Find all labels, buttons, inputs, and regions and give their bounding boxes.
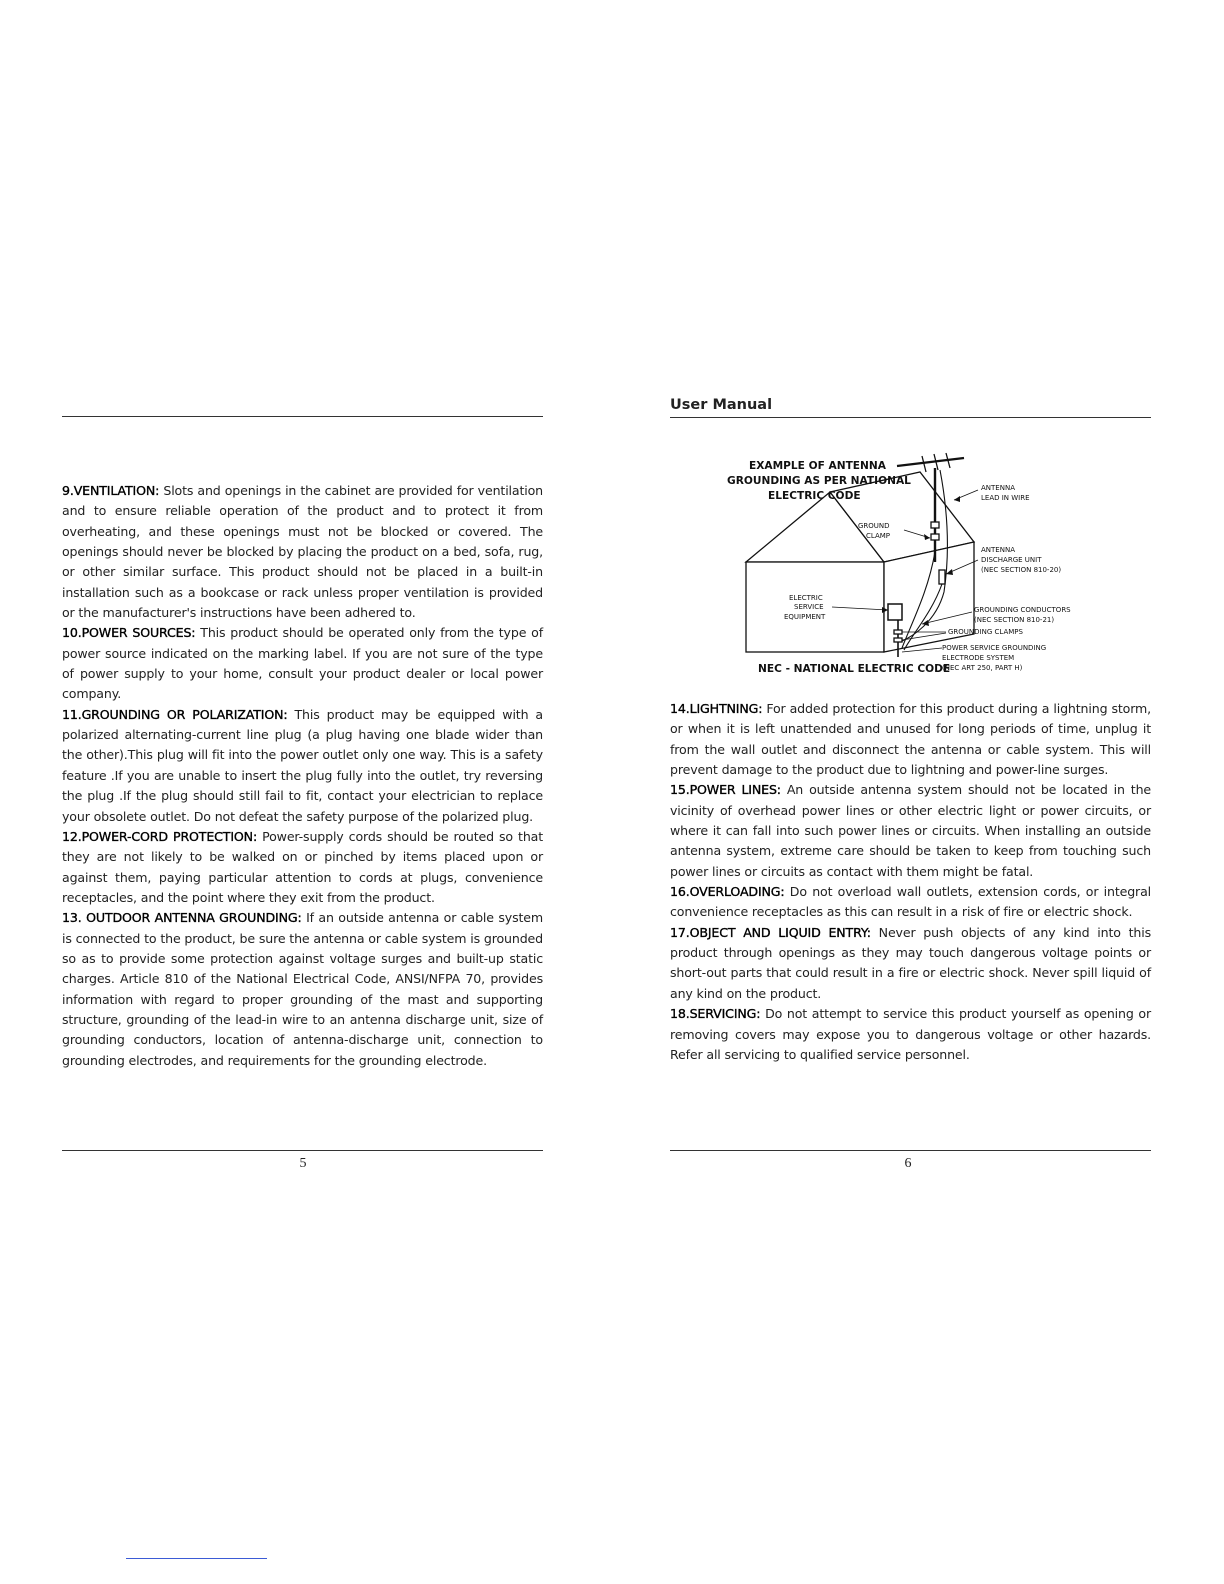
figure-footer-nec: NEC - NATIONAL ELECTRIC CODE xyxy=(758,663,951,675)
antenna-boom xyxy=(897,458,964,466)
right-header-rule xyxy=(670,417,1151,418)
right-footer-rule xyxy=(670,1150,1151,1151)
label-electrode-3: (NEC ART 250, PART H) xyxy=(942,664,1023,672)
label-conductors-1: GROUNDING CONDUCTORS xyxy=(974,606,1071,614)
left-header-rule xyxy=(62,416,543,417)
label-electrode-2: ELECTRODE SYSTEM xyxy=(942,654,1015,662)
label-conductors-2: (NEC SECTION 810-21) xyxy=(974,616,1055,624)
label-grounding-clamps: GROUNDING CLAMPS xyxy=(948,628,1023,636)
label-ground-clamp-1: GROUND xyxy=(858,522,890,530)
arrow-lead-in xyxy=(954,496,960,502)
manual-header-title: User Manual xyxy=(670,397,773,413)
ground-clamp-mark-2 xyxy=(931,534,939,540)
figure-title-line-1: EXAMPLE OF ANTENNA xyxy=(749,460,886,472)
label-electrode-1: POWER SERVICE GROUNDING xyxy=(942,644,1047,652)
discharge-unit-mark xyxy=(939,570,945,584)
page-number-left: 5 xyxy=(299,1156,307,1171)
bottom-link-underline xyxy=(126,1558,267,1559)
label-discharge-1: ANTENNA xyxy=(981,546,1015,554)
label-discharge-3: (NEC SECTION 810-20) xyxy=(981,566,1062,574)
right-column-text xyxy=(670,699,1151,1065)
label-discharge-2: DISCHARGE UNIT xyxy=(981,556,1042,564)
section-outdoor-antenna-grounding: 13. OUTDOOR ANTENNA GROUNDING: If an outside antenna or cable system is connected to the product, be sure the antenna or cable system is grounded so as to provide some protection against voltage surges and built-up static charges. Article 810 of the National Electrical Code, ANSI/NFPA 70, provides information with regard to proper grounding of the mast and supporting structure, grounding of the lead-in wire to an antenna discharge unit, size of grounding conductors, location of antenna-discharge unit, connection to grounding electrodes, and requirements for the grounding electrode. xyxy=(62,910,544,1068)
grounding-clamp-box-1 xyxy=(894,630,902,634)
figure-title-line-3: ELECTRIC CODE xyxy=(768,490,861,502)
page-number-right: 6 xyxy=(904,1156,912,1171)
left-column-text xyxy=(62,481,543,1071)
grounding-clamp-box-2 xyxy=(894,638,902,642)
section-grounding-polarization: 11.GROUNDING OR POLARIZATION: This product may be equipped with a polarized alternating-current line plug (a plug having one blade wider than the other).This plug will fit into the power outlet only one way. This is a safety feature .If you are unable to insert the plug fully into the outlet, try reversing the plug .If the plug should still fail to fit, contact your electrician to replace your obsolete outlet. Do not defeat the safety purpose of the polarized plug. xyxy=(62,706,544,824)
service-equipment-box xyxy=(888,604,902,620)
antenna-grounding-diagram xyxy=(722,452,1102,684)
section-ventilation: 9.VENTILATION: Slots and openings in the cabinet are provided for ventilation and to ensure reliable operation of the product and to protect it from overheating, and these openings must not be blocked or covered. The openings should never be blocked by placing the product on a bed, sofa, rug, or other similar surface. This product should not be placed in a built-in installation such as a bookcase or rack unless proper ventilation is provided or the manufacturer's instructions have been adhered to. xyxy=(62,483,543,621)
section-power-lines: 15.POWER LINES: An outside antenna system should not be located in the vicinity of overhead power lines or other electric light or power circuits, or where it can fall into such power lines or circuits. When installing an outside antenna system, extreme care should be taken to keep from touching such power lines or circuits as contact with them might be fatal. xyxy=(670,782,1151,879)
section-object-liquid-entry: 17.OBJECT AND LIQUID ENTRY: Never push objects of any kind into this product through openings as they may touch dangerous voltage points or short-out parts that could result in a fire or electric shock. Never spill liquid of any kind on the product. xyxy=(670,924,1151,1001)
label-service-3: EQUIPMENT xyxy=(784,613,826,621)
label-service-1: ELECTRIC xyxy=(789,594,823,602)
section-power-cord-protection: 12.POWER-CORD PROTECTION: Power-supply cords should be routed so that they are not likely to be walked on or pinched by items placed upon or against them, paying particular attention to cords at plugs, convenience receptacles, and the point where they exit from the product. xyxy=(62,828,543,905)
left-footer-rule xyxy=(62,1150,543,1151)
section-servicing: 18.SERVICING: Do not attempt to service this product yourself as opening or removing covers may expose you to dangerous voltage or other hazards. Refer all servicing to qualified service personnel. xyxy=(670,1006,1151,1062)
label-ground-clamp-2: CLAMP xyxy=(866,532,890,540)
leader-electrode xyxy=(902,648,942,652)
section-overloading: 16.OVERLOADING: Do not overload wall outlets, extension cords, or integral convenience receptacles as this can result in a risk of fire or electric shock. xyxy=(670,884,1151,920)
ground-clamp-mark xyxy=(931,522,939,528)
section-lightning: 14.LIGHTNING: For added protection for this product during a lightning storm, or when it is left unattended and unused for long periods of time, unplug it from the wall outlet and disconnect the antenna or cable system. This will prevent damage to the product due to lightning and power-line surges. xyxy=(670,701,1151,778)
label-service-2: SERVICE xyxy=(794,603,824,611)
label-antenna-lead-in-1: ANTENNA xyxy=(981,484,1015,492)
figure-title-line-2: GROUNDING AS PER NATIONAL xyxy=(727,475,911,487)
antenna-grounding-svg xyxy=(722,452,1102,684)
label-antenna-lead-in-2: LEAD IN WIRE xyxy=(981,494,1030,502)
section-power-sources: 10.POWER SOURCES: This product should be operated only from the type of power source indicated on the marking label. If you are not sure of the type of power supply to your home, consult your product dealer or local power company. xyxy=(62,625,543,702)
